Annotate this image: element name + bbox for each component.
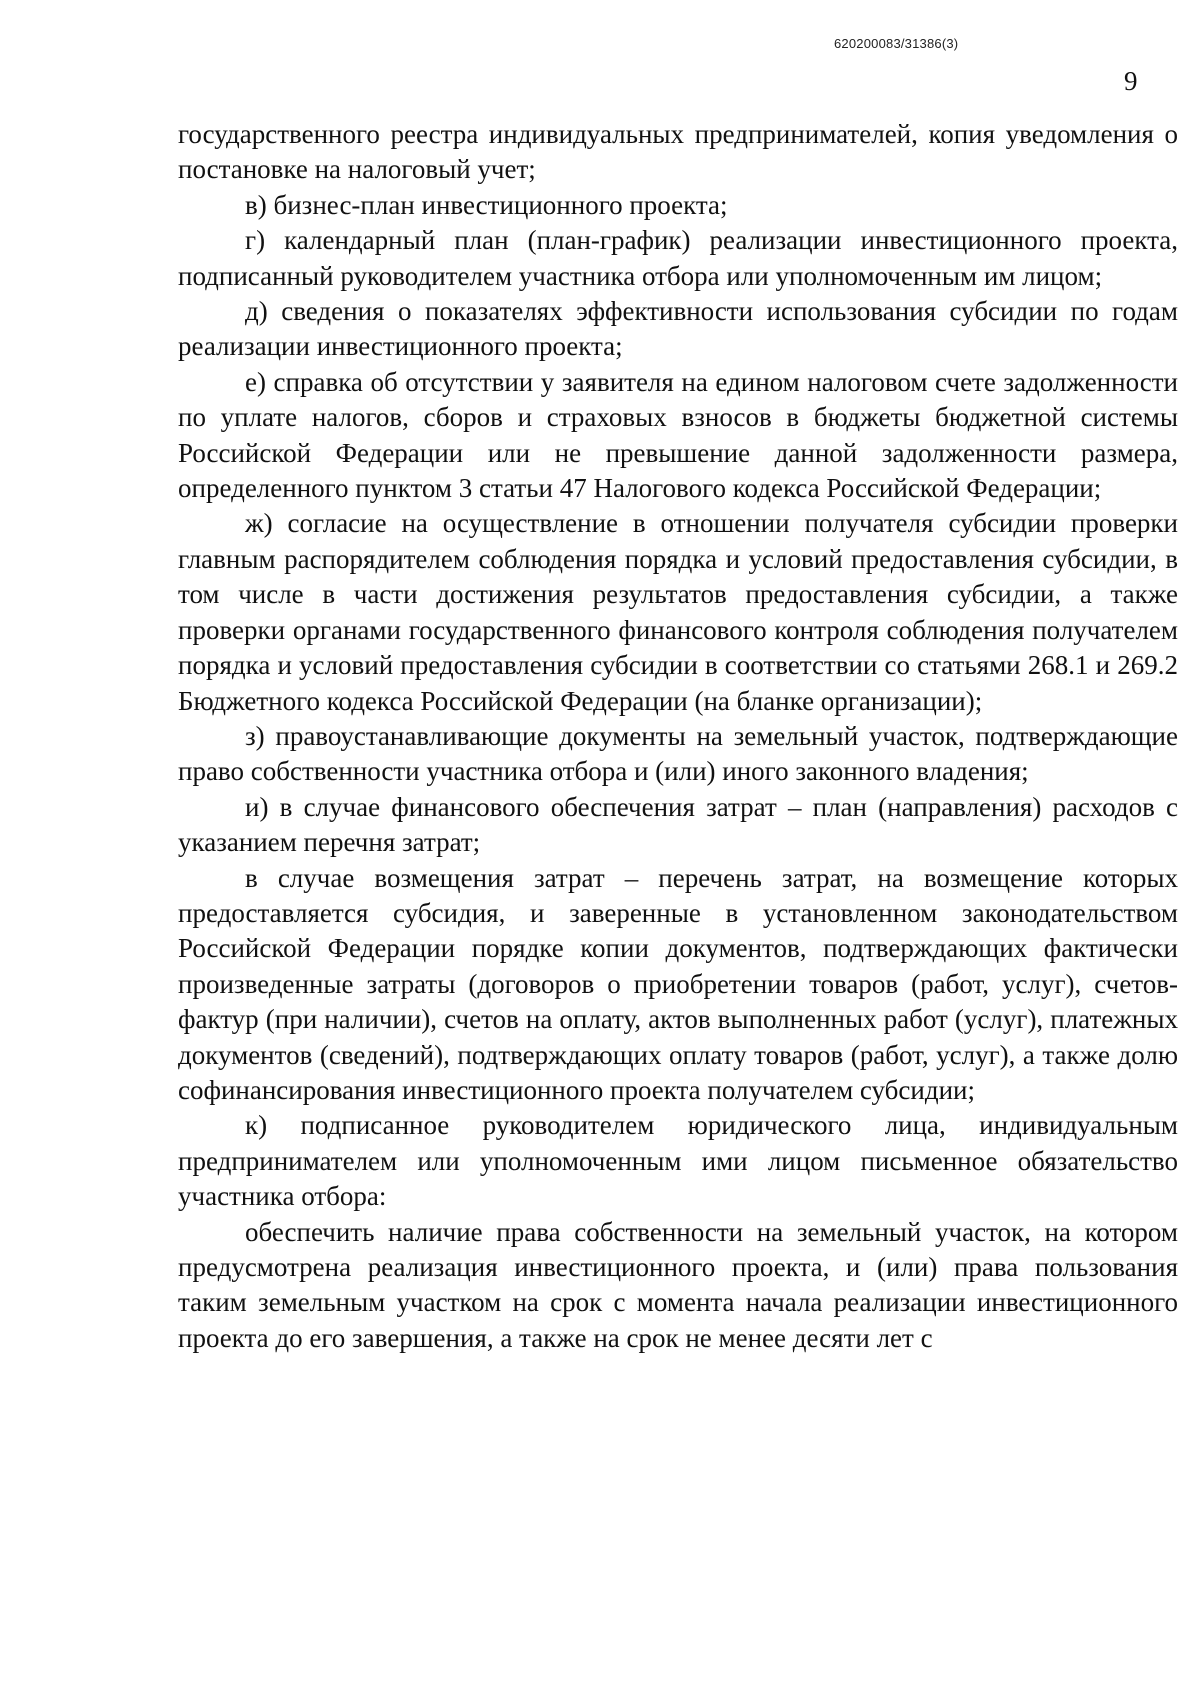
paragraph-item-g: г) календарный план (план-график) реализации инвестиционного проекта, подписанный руководителем участника отбора или уполномоченным им лицом; (178, 225, 1178, 291)
paragraph-item-i: и) в случае финансового обеспечения затрат – план (направления) расходов с указанием перечня затрат; (178, 791, 1178, 858)
paragraph-registry-continued: государственного реестра индивидуальных предпринимателей, копия уведомления о постановке на налоговый учет; (178, 119, 1178, 185)
page-number: 9 (1124, 66, 1138, 96)
paragraph-land-ownership: обеспечить наличие права собственности на земельный участок, на котором предусмотрена реализация инвестиционного проекта, и (или) права пользования таким земельным участком на срок с момента начала реализации инвестиционного проекта до его завершения, а также на срок не менее десяти лет с (178, 1216, 1178, 1353)
paragraph-item-z: з) правоустанавливающие документы на земельный участок, подтверждающие право собственности участника отбора и (или) иного законного владения; (178, 720, 1178, 787)
paragraph-item-zh: ж) согласие на осуществление в отношении получателя субсидии проверки главным распорядителем соблюдения порядка и условий предоставления субсидии, в том числе в части достижения результатов предоставления субсидии, а также проверки органами государственного финансового контроля соблюдения получателем порядка и условий предоставления субсидии в соответствии со статьями 268.1 и 269.2 Бюджетного кодекса Российской Федерации (на бланке организации); (178, 508, 1178, 716)
document-body (178, 117, 1178, 1356)
paragraph-item-d: д) сведения о показателях эффективности использования субсидии по годам реализации инвестиционного проекта; (178, 296, 1178, 362)
paragraph-item-k: к) подписанное руководителем юридического лица, индивидуальным предпринимателем или уполномоченным ими лицом письменное обязательство участника отбора: (178, 1110, 1178, 1212)
paragraph-item-e: е) справка об отсутствии у заявителя на едином налоговом счете задолженности по уплате налогов, сборов и страховых взносов в бюджеты бюджетной системы Российской Федерации или не превышение данной задолженности размера, определенного пунктом 3 статьи 47 Налогового кодекса Российской Федерации; (178, 366, 1178, 504)
paragraph-cost-reimbursement: в случае возмещения затрат – перечень затрат, на возмещение которых предоставляется субсидия, и заверенные в установленном законодательством Российской Федерации порядке копии документов, подтверждающих фактически произведенные затраты (договоров о приобретении товаров (работ, услуг), счетов-фактур (при наличии), счетов на оплату, актов выполненных работ (услуг), платежных документов (сведений), подтверждающих оплату товаров (работ, услуг), а также долю софинансирования инвестиционного проекта получателем субсидии; (178, 862, 1178, 1105)
document-id: 620200083/31386(3) (834, 36, 959, 51)
paragraph-item-v: в) бизнес-план инвестиционного проекта; (245, 189, 728, 220)
